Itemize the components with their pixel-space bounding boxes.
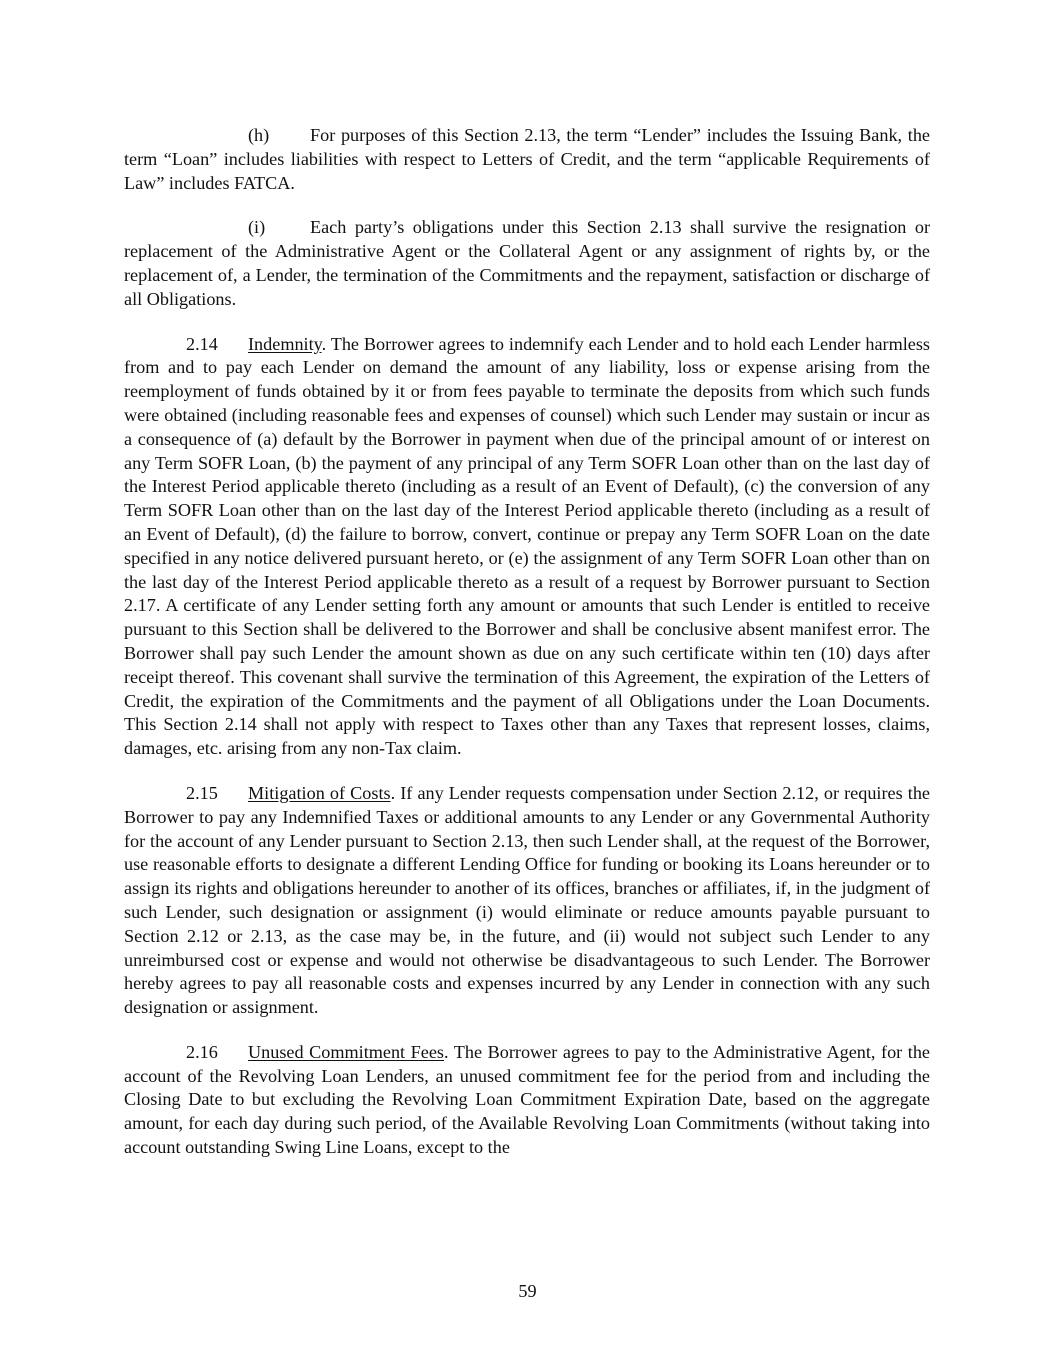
section-text: If any Lender requests compensation under Section 2.12, or requires the Borrower to pay any Indemnified Taxes or additional amounts to any Lender or any Governmental Authority for the account of any Lender pursuant to Section 2.13, then such Lender shall, at the request of the Borrower, use reasonable efforts to designate a different Lending Office for funding or booking its Loans hereunder or to assign its rights and obligations hereunder to another of its offices, branches or affiliates, if, in the judgment of such Lender, such designation or assignment (i) would eliminate or reduce amounts payable pursuant to Section 2.12 or 2.13, as the case may be, in the future, and (ii) would not subject such Lender to any unreimbursed cost or expense and would not otherwise be disadvantageous to such Lender. The Borrower hereby agrees to pay all reasonable costs and expenses incurred by any Lender in connection with any such designation or assignment.	[124, 782, 931, 1018]
section-text: The Borrower agrees to pay to the Administrative Agent, for the account of the Revolving Loan Lenders, an unused commitment fee for the period from and including the Closing Date to but excluding the Revolving Loan Commitment Expiration Date, based on the aggregate amount, for each day during such period, of the Available Revolving Loan Commitments (without taking into account outstanding Swing Line Loans, except to the	[124, 1041, 930, 1158]
section-number: 2.16	[186, 1041, 218, 1062]
section-heading: Mitigation of Costs	[248, 782, 391, 803]
section-number: 2.15	[186, 782, 218, 803]
section-2-15-mitigation-of-costs	[124, 782, 930, 1020]
page-number: 59	[518, 1281, 537, 1301]
paragraph-text: For purposes of this Section 2.13, the term “Lender” includes the Issuing Bank, the term “Loan” includes liabilities with respect to Letters of Credit, and the term “applicable Requirements of Law” includes FATCA.	[124, 125, 930, 193]
heading-punctuation: .	[444, 1041, 454, 1062]
heading-punctuation: .	[390, 782, 401, 803]
heading-punctuation: .	[321, 333, 331, 354]
section-2-16-unused-commitment-fees	[124, 1041, 930, 1160]
paragraph-label: (i)	[248, 217, 266, 238]
section-heading: Indemnity	[248, 333, 322, 354]
paragraph-2-13-h	[124, 124, 930, 195]
paragraph-2-13-i	[124, 216, 930, 311]
section-2-14-indemnity	[124, 333, 930, 761]
section-heading: Unused Commitment Fees	[248, 1041, 444, 1062]
paragraph-label: (h)	[248, 125, 270, 145]
section-text: The Borrower agrees to indemnify each Lender and to hold each Lender harmless from and to pay each Lender on demand the amount of any liability, loss or expense arising from the reemployment of funds obtained by it or from fees payable to terminate the deposits from which such funds were obtained (including reasonable fees and expenses of counsel) which such Lender may sustain or incur as a consequence of (a) default by the Borrower in payment when due of the principal amount of or interest on any Term SOFR Loan, (b) the payment of any principal of any Term SOFR Loan other than on the last day of the Interest Period applicable thereto (including as a result of an Event of Default), (c) the conversion of any Term SOFR Loan other than on the last day of the Interest Period applicable thereto (including as a result of an Event of Default), (d) the failure to borrow, convert, continue or prepay any Term SOFR Loan on the date specified in any notice delivered pursuant hereto, or (e) the assignment of any Term SOFR Loan other than on the last day of the Interest Period applicable thereto as a result of a request by Borrower pursuant to Section 2.17. A certificate of any Lender setting forth any amount or amounts that such Lender is entitled to receive pursuant to this Section shall be delivered to the Borrower and shall be conclusive absent manifest error. The Borrower shall pay such Lender the amount shown as due on any such certificate within ten (10) days after receipt thereof. This covenant shall survive the termination of this Agreement, the expiration of the Letters of Credit, the expiration of the Commitments and the payment of all Obligations under the Loan Documents. This Section 2.14 shall not apply with respect to Taxes other than any Taxes that represent losses, claims, damages, etc. arising from any non-Tax claim.	[124, 333, 930, 759]
document-body	[124, 124, 930, 1181]
paragraph-text: Each party’s obligations under this Section 2.13 shall survive the resignation or replacement of the Administrative Agent or the Collateral Agent or any assignment of rights by, or the replacement of, a Lender, the termination of the Commitments and the repayment, satisfaction or discharge of all Obligations.	[124, 217, 930, 309]
section-number: 2.14	[186, 333, 218, 354]
